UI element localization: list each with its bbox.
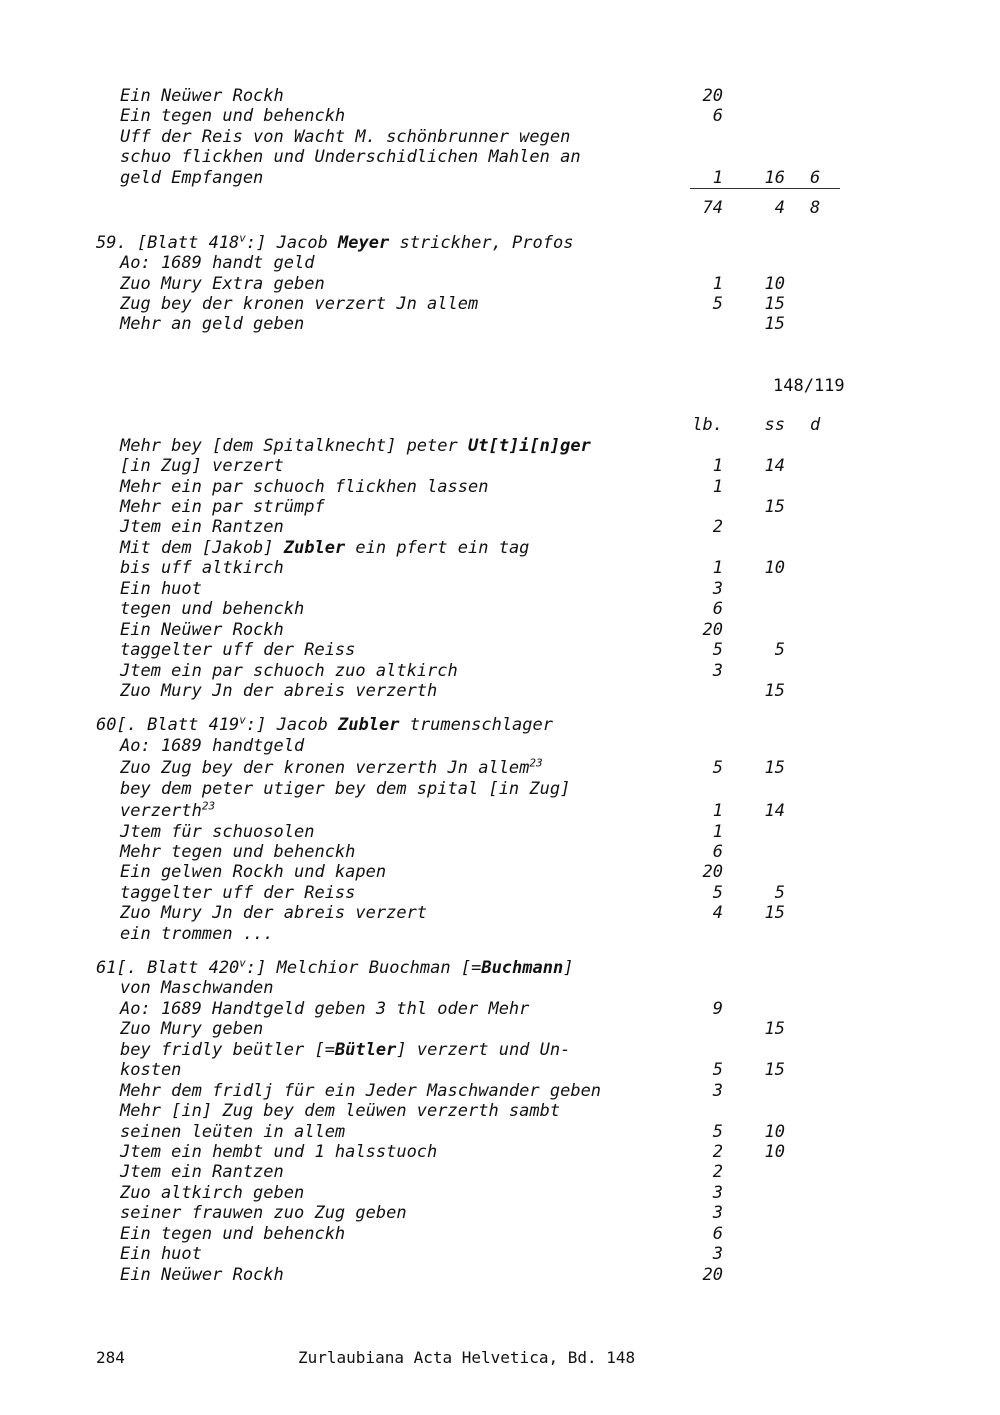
entry-text <box>120 1203 407 1223</box>
account-line <box>0 1122 1000 1142</box>
account-line <box>0 233 1000 253</box>
text-segment: 60[. Blatt 419 <box>96 715 240 735</box>
text-segment: von Maschwanden <box>120 978 274 998</box>
account-line <box>0 1203 1000 1223</box>
superscript: 23 <box>201 799 216 813</box>
account-line <box>0 274 1000 294</box>
text-segment: Jtem ein Rantzen <box>120 1162 284 1182</box>
sum-rule <box>690 188 840 189</box>
amount-shillings: 10 <box>764 274 785 294</box>
entry-text <box>120 558 284 578</box>
text-segment: ein pfert ein tag <box>345 538 530 558</box>
entry-text <box>120 661 458 681</box>
account-line <box>0 862 1000 882</box>
amount-pounds: 1 <box>712 477 723 497</box>
text-segment: [in Zug] verzert <box>120 456 284 476</box>
amount-pounds: 2 <box>712 1142 723 1162</box>
text-segment: kosten <box>120 1060 182 1080</box>
entry-text <box>120 924 274 944</box>
amount-pence: d <box>810 415 821 435</box>
account-line <box>0 681 1000 701</box>
entry-text <box>120 477 488 497</box>
text-segment: Zuo altkirch geben <box>120 1183 305 1203</box>
amount-pounds: 2 <box>712 1162 723 1182</box>
account-line <box>0 958 1000 978</box>
account-line <box>0 497 1000 517</box>
entry-text <box>120 779 570 799</box>
amount-pounds: 6 <box>712 599 723 619</box>
amount-shillings: 16 <box>764 168 785 188</box>
account-line <box>0 198 1000 218</box>
entry-text <box>120 147 581 167</box>
entry-text <box>120 1040 570 1060</box>
entry-text <box>120 903 427 923</box>
text-segment: Mit dem [Jakob] <box>120 538 284 558</box>
entry-text <box>120 801 215 821</box>
text-segment: Ao: 1689 handtgeld <box>120 736 305 756</box>
account-line <box>0 822 1000 842</box>
entry-text <box>120 456 284 476</box>
account-line <box>0 1040 1000 1060</box>
surname-bold: Meyer <box>338 233 390 253</box>
entry-text <box>120 579 202 599</box>
text-segment: Mehr ein par schuoch flickhen lassen <box>120 477 489 497</box>
amount-pounds: 20 <box>702 86 723 106</box>
entry-text <box>120 294 478 314</box>
text-segment: Ein huot <box>120 579 202 599</box>
amount-pounds: 1 <box>712 558 723 578</box>
text-segment: Jtem ein hembt und 1 halsstuoch <box>120 1142 438 1162</box>
amount-shillings: 14 <box>764 801 785 821</box>
entry-text <box>120 127 570 147</box>
entry-text <box>120 1060 181 1080</box>
account-line <box>0 1060 1000 1080</box>
text-segment: Ein huot <box>120 1244 202 1264</box>
account-line <box>0 1244 1000 1264</box>
amount-pounds: 3 <box>712 579 723 599</box>
account-line <box>0 86 1000 106</box>
text-segment: geld Empfangen <box>120 168 264 188</box>
surname-bold: Bütler <box>334 1040 397 1060</box>
account-line <box>0 517 1000 537</box>
text-segment: bey dem peter utiger bey dem spital [in Zug] <box>120 779 571 799</box>
entry-text <box>120 640 355 660</box>
superscript: v <box>239 713 246 727</box>
entry-text <box>120 274 325 294</box>
text-segment: :] Jacob <box>245 715 339 735</box>
account-line <box>0 579 1000 599</box>
entry-text <box>120 314 304 334</box>
amount-pounds: 3 <box>712 1244 723 1264</box>
amount-pounds: 1 <box>712 274 723 294</box>
text-segment: Ein tegen und behenckh <box>120 106 346 126</box>
account-line <box>0 736 1000 756</box>
text-segment: strickher, Profos <box>389 233 574 253</box>
entry-text <box>120 842 355 862</box>
entry-text <box>120 1081 601 1101</box>
account-line <box>0 477 1000 497</box>
text-segment: Zuo Mury geben <box>120 1019 264 1039</box>
entry-text <box>120 883 355 903</box>
amount-pounds: 6 <box>712 842 723 862</box>
text-segment: ein trommen ... <box>120 924 274 944</box>
text-segment: Zug bey der kronen verzert Jn allem <box>120 294 479 314</box>
amount-pounds: lb. <box>692 415 723 435</box>
account-line <box>0 758 1000 778</box>
text-segment: Ao: 1689 Handtgeld geben 3 thl oder Mehr <box>120 999 530 1019</box>
amount-pence: 8 <box>810 198 821 218</box>
amount-shillings: 15 <box>764 681 785 701</box>
amount-pounds: 6 <box>712 1224 723 1244</box>
entry-text <box>120 1244 202 1264</box>
amount-shillings: 15 <box>764 903 785 923</box>
account-line <box>0 456 1000 476</box>
text-segment: Zuo Mury Jn der abreis verzert <box>120 903 428 923</box>
text-segment: verzerth <box>120 801 202 821</box>
amount-shillings: 15 <box>764 497 785 517</box>
amount-pounds: 5 <box>712 640 723 660</box>
text-segment: Mehr dem fridlj für ein Jeder Maschwander geben <box>120 1081 602 1101</box>
superscript: v <box>239 231 246 245</box>
account-line <box>0 1183 1000 1203</box>
amount-pounds: 5 <box>712 294 723 314</box>
text-segment: Jtem ein par schuoch zuo altkirch <box>120 661 458 681</box>
amount-pounds: 20 <box>702 1265 723 1285</box>
text-segment: Ein tegen und behenckh <box>120 1224 346 1244</box>
text-segment: Ein Neüwer Rockh <box>120 1265 284 1285</box>
text-segment: Zuo Mury Extra geben <box>120 274 325 294</box>
amount-pounds: 3 <box>712 661 723 681</box>
account-line <box>0 640 1000 660</box>
account-line <box>0 801 1000 821</box>
account-line <box>0 147 1000 167</box>
amount-shillings: 10 <box>764 558 785 578</box>
entry-text <box>120 106 345 126</box>
text-segment: trumenschlager <box>399 715 553 735</box>
amount-pounds: 3 <box>712 1203 723 1223</box>
text-segment: Mehr an geld geben <box>120 314 305 334</box>
amount-shillings: 5 <box>774 883 785 903</box>
entry-text <box>120 1183 304 1203</box>
amount-shillings: 15 <box>764 758 785 778</box>
text-segment: :] Jacob <box>245 233 339 253</box>
text-segment: Ein Neüwer Rockh <box>120 620 284 640</box>
entry-text <box>120 862 386 882</box>
amount-pounds: 74 <box>702 198 723 218</box>
amount-shillings: 15 <box>764 1060 785 1080</box>
account-line <box>0 558 1000 578</box>
amount-pounds: 6 <box>712 106 723 126</box>
account-line <box>0 1142 1000 1162</box>
account-line <box>0 168 1000 188</box>
account-line <box>0 1019 1000 1039</box>
amount-shillings: ss <box>764 415 785 435</box>
amount-pounds: 20 <box>702 862 723 882</box>
amount-pounds: 3 <box>712 1081 723 1101</box>
entry-text <box>120 538 529 558</box>
entry-text <box>120 758 543 778</box>
entry-text <box>96 958 573 978</box>
account-line <box>0 1101 1000 1121</box>
amount-shillings: 10 <box>764 1142 785 1162</box>
amount-pounds: 2 <box>712 517 723 537</box>
account-line <box>0 253 1000 273</box>
entry-text <box>120 86 284 106</box>
surname-bold: Zubler <box>283 538 346 558</box>
text-segment: tegen und behenckh <box>120 599 305 619</box>
account-line <box>0 106 1000 126</box>
entry-text <box>120 168 263 188</box>
amount-pounds: 5 <box>712 1122 723 1142</box>
text-segment: bis uff altkirch <box>120 558 284 578</box>
text-segment: Ein gelwen Rockh und kapen <box>120 862 387 882</box>
account-line <box>0 599 1000 619</box>
entry-text <box>120 1019 263 1039</box>
page-number: 284 <box>96 1348 125 1367</box>
text-segment: :] Melchior Buochman [= <box>245 958 482 978</box>
amount-pounds: 1 <box>712 801 723 821</box>
text-segment: Jtem für schuosolen <box>120 822 315 842</box>
account-line <box>0 620 1000 640</box>
amount-pounds: 5 <box>712 883 723 903</box>
amount-shillings: 10 <box>764 1122 785 1142</box>
entry-text <box>120 599 304 619</box>
text-segment: Mehr tegen und behenckh <box>120 842 356 862</box>
account-line <box>0 1224 1000 1244</box>
account-line <box>0 538 1000 558</box>
text-segment: Zuo Zug bey der kronen verzerth Jn allem <box>120 758 530 778</box>
amount-pounds: 3 <box>712 1183 723 1203</box>
amount-pounds: 5 <box>712 758 723 778</box>
surname-bold: Ut[t]i[n]ger <box>468 436 591 456</box>
entry-text <box>120 822 314 842</box>
text-segment: Mehr bey [dem Spitalknecht] peter <box>120 436 468 456</box>
entry-text <box>120 1224 345 1244</box>
account-line <box>0 883 1000 903</box>
amount-pounds: 4 <box>712 903 723 923</box>
account-line <box>0 127 1000 147</box>
folio-number: 148/119 <box>773 376 845 396</box>
amount-shillings: 15 <box>764 314 785 334</box>
entry-text <box>120 1162 284 1182</box>
amount-pounds: 1 <box>712 168 723 188</box>
text-segment: Zuo Mury Jn der abreis verzerth <box>120 681 438 701</box>
amount-shillings: 4 <box>774 198 785 218</box>
entry-text <box>120 999 529 1019</box>
account-line <box>0 436 1000 456</box>
text-segment: seinen leüten in allem <box>120 1122 346 1142</box>
entry-text <box>120 1142 437 1162</box>
text-segment: ] verzert und Un- <box>396 1040 571 1060</box>
superscript: 23 <box>529 756 543 770</box>
text-segment: Ein Neüwer Rockh <box>120 86 284 106</box>
account-line <box>0 924 1000 944</box>
entry-text <box>120 736 304 756</box>
amount-pence: 6 <box>810 168 821 188</box>
entry-text <box>120 620 284 640</box>
amount-shillings: 5 <box>774 640 785 660</box>
entry-text <box>120 681 437 701</box>
text-segment: Ao: 1689 handt geld <box>120 253 315 273</box>
account-line <box>0 978 1000 998</box>
text-segment: 59. [Blatt 418 <box>96 233 240 253</box>
entry-text <box>120 497 325 517</box>
account-line <box>0 661 1000 681</box>
entry-text <box>120 517 284 537</box>
text-segment: schuo flickhen und Underschidlichen Mahlen an <box>120 147 581 167</box>
superscript: v <box>239 956 246 970</box>
amount-pounds: 9 <box>712 999 723 1019</box>
text-segment: taggelter uff der Reiss <box>120 883 356 903</box>
account-line <box>0 903 1000 923</box>
account-line <box>0 842 1000 862</box>
account-line <box>0 1265 1000 1285</box>
account-line <box>0 415 1000 435</box>
surname-bold: Buchmann <box>481 958 564 978</box>
amount-shillings: 15 <box>764 1019 785 1039</box>
amount-pounds: 20 <box>702 620 723 640</box>
entry-text <box>120 253 314 273</box>
entry-text <box>120 978 274 998</box>
account-line <box>0 294 1000 314</box>
entry-text <box>96 233 573 253</box>
amount-pounds: 1 <box>712 456 723 476</box>
text-segment: Jtem ein Rantzen <box>120 517 284 537</box>
text-segment: taggelter uff der Reiss <box>120 640 356 660</box>
account-line <box>0 999 1000 1019</box>
text-segment: seiner frauwen zuo Zug geben <box>120 1203 407 1223</box>
surname-bold: Zubler <box>338 715 400 735</box>
text-segment: 61[. Blatt 420 <box>96 958 240 978</box>
account-line <box>0 314 1000 334</box>
entry-text <box>120 1101 560 1121</box>
entry-text <box>120 1122 345 1142</box>
account-line <box>0 1081 1000 1101</box>
amount-pounds: 5 <box>712 1060 723 1080</box>
entry-text <box>120 436 591 456</box>
entry-text <box>96 715 553 735</box>
text-segment: ] <box>563 958 574 978</box>
account-line <box>0 715 1000 735</box>
amount-pounds: 1 <box>712 822 723 842</box>
amount-shillings: 14 <box>764 456 785 476</box>
account-line <box>0 779 1000 799</box>
account-line <box>0 1162 1000 1182</box>
running-footer: Zurlaubiana Acta Helvetica, Bd. 148 <box>298 1348 636 1367</box>
text-segment: Uff der Reis von Wacht M. schönbrunner wegen <box>120 127 571 147</box>
amount-shillings: 15 <box>764 294 785 314</box>
text-segment: bey fridly beütler [= <box>120 1040 335 1060</box>
entry-text <box>120 1265 284 1285</box>
text-segment: Mehr ein par strümpf <box>120 497 325 517</box>
text-segment: Mehr [in] Zug bey dem leüwen verzerth sambt <box>120 1101 561 1121</box>
